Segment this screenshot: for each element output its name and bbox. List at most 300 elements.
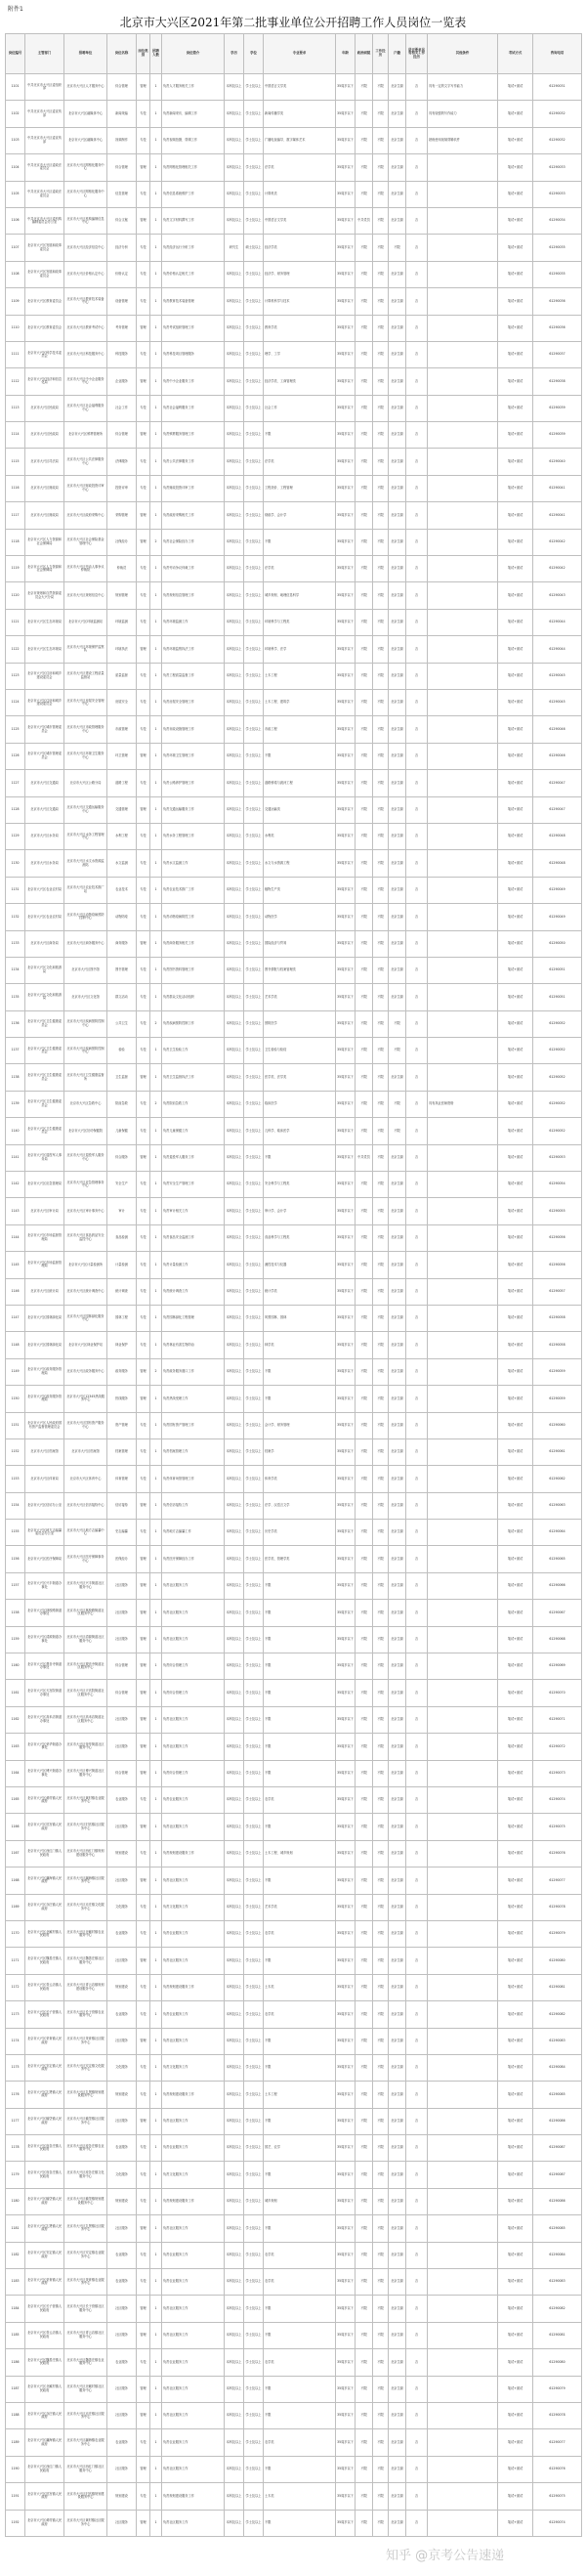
table-cell: 61290039: [533, 422, 582, 449]
table-cell: 北京市大兴区观音寺街道社区服务中心: [64, 1653, 107, 1680]
table-cell: 管理: [137, 1144, 150, 1171]
table-cell: 不限: [373, 1010, 389, 1037]
table-cell: [428, 1064, 498, 1091]
table-cell: 1: [150, 2402, 162, 2428]
table-cell: 1168: [6, 1868, 25, 1894]
table-cell: [428, 475, 498, 501]
table-row: [6, 2510, 582, 2536]
table-cell: 本科及以上: [225, 1814, 244, 1840]
table-cell: 不限: [356, 1198, 373, 1224]
table-cell: 北京市大兴区青云店镇规划建设服务中心: [64, 1974, 107, 2000]
table-cell: 专技: [137, 101, 150, 127]
table-cell: 北京市大兴区文化和旅游局: [25, 984, 64, 1010]
table-cell: 北京市大兴区清源街道社区服务中心: [64, 1626, 107, 1653]
table-cell: 北京生源: [389, 2215, 406, 2242]
table-cell: 负责社区服务工作: [162, 2028, 225, 2054]
table-cell: 北京市大兴区体育局: [25, 1466, 64, 1492]
table-cell: 本科及以上: [225, 2162, 244, 2188]
table-cell: 管理: [137, 1760, 150, 1786]
table-cell: 艺术学类: [264, 1894, 336, 1920]
table-cell: [428, 663, 498, 689]
table-cell: 61290061: [533, 1438, 582, 1465]
table-cell: 1188: [6, 2402, 25, 2428]
table-cell: 不限: [356, 823, 373, 849]
table-cell: 35周岁以下: [336, 1386, 356, 1412]
table-row: [6, 2215, 582, 2242]
table-cell: 61290066: [533, 1572, 582, 1599]
table-cell: 不限: [373, 796, 389, 823]
table-cell: 35周岁以下: [336, 1224, 356, 1251]
table-cell: [428, 1680, 498, 1706]
table-cell: 管理: [137, 2456, 150, 2482]
table-cell: 笔试+面试: [498, 770, 533, 796]
table-row: [6, 1894, 582, 1920]
table-cell: 不限: [373, 1386, 389, 1412]
table-cell: 61290044: [533, 636, 582, 663]
table-cell: 本科及以上: [225, 1038, 244, 1064]
table-cell: 农业服务: [107, 2001, 137, 2028]
table-cell: 61290059: [533, 1386, 582, 1412]
table-cell: 否: [406, 1252, 428, 1278]
table-cell: 1: [150, 2082, 162, 2108]
table-row: [6, 743, 582, 769]
table-cell: 负责商务服务相关工作: [162, 930, 225, 957]
table-row: [6, 368, 582, 395]
table-cell: 工程造价、工程管理: [264, 475, 336, 501]
table-cell: 否: [406, 663, 428, 689]
table-cell: 北京市大兴区林校路街道社区服务中心: [64, 1600, 107, 1626]
table-row: [6, 1680, 582, 1706]
table-cell: 1: [150, 556, 162, 582]
table-cell: 35周岁以下: [336, 689, 356, 715]
table-cell: 专技: [137, 984, 150, 1010]
table-cell: 不限: [389, 1091, 406, 1117]
table-cell: 笔试+面试: [498, 1787, 533, 1814]
table-cell: 学士及以上: [244, 930, 264, 957]
table-cell: 北京市大兴区天宫院街道办事处: [25, 1680, 64, 1706]
table-cell: 学士及以上: [244, 2376, 264, 2402]
table-cell: 不限: [373, 2054, 389, 2081]
table-cell: 热线服务: [107, 1386, 137, 1412]
table-cell: 负责规划建设服务工作: [162, 1840, 225, 1867]
table-cell: 不限: [373, 1706, 389, 1733]
table-cell: 35周岁以下: [336, 2028, 356, 2054]
table-cell: 35周岁以下: [336, 2162, 356, 2188]
table-cell: 负责人才服务相关工作: [162, 74, 225, 101]
table-cell: 不限: [356, 1466, 373, 1492]
table-cell: 35周岁以下: [336, 2054, 356, 2081]
table-cell: 负责文字材料撰写工作: [162, 207, 225, 234]
table-cell: 61290082: [533, 2001, 582, 2028]
table-cell: 北京市大兴区12345热线服务中心: [64, 1386, 107, 1412]
table-cell: 不限: [389, 1038, 406, 1064]
table-cell: 笔试+面试: [498, 181, 533, 207]
table-cell: 本科及以上: [225, 850, 244, 877]
table-cell: 北京生源: [389, 1948, 406, 1974]
table-cell: 市政工程: [264, 716, 336, 743]
table-cell: 专技: [137, 2242, 150, 2268]
table-cell: 不限: [356, 1386, 373, 1412]
table-cell: [428, 1787, 498, 1814]
table-cell: 笔试+面试: [498, 689, 533, 715]
table-cell: 负责综合管理工作: [162, 1760, 225, 1786]
table-cell: 学士及以上: [244, 2296, 264, 2322]
table-cell: 会计学、财务管理: [264, 1412, 336, 1438]
table-cell: 否: [406, 2162, 428, 2188]
table-cell: 北京市大兴区住房和城乡建设委员会: [25, 689, 64, 715]
table-cell: 北京生源: [389, 395, 406, 421]
table-cell: 学士及以上: [244, 1224, 264, 1251]
table-cell: 不限: [373, 850, 389, 877]
table-row: [6, 663, 582, 689]
table-cell: 北京生源: [389, 288, 406, 315]
table-cell: 北京市大兴区旧宫镇人民政府: [25, 2483, 64, 2510]
table-cell: 61290059: [533, 1358, 582, 1385]
table-cell: 35周岁以下: [336, 1520, 356, 1546]
table-cell: 本科及以上: [225, 449, 244, 475]
table-cell: [428, 2108, 498, 2134]
table-cell: 本科及以上: [225, 502, 244, 529]
table-cell: 1104: [6, 154, 25, 181]
table-cell: 本科及以上: [225, 395, 244, 421]
table-cell: 北京市大兴区长子营镇农业服务中心: [64, 2001, 107, 2028]
table-cell: 2: [150, 1010, 162, 1037]
table-cell: 负责社区服务工作: [162, 1868, 225, 1894]
table-cell: 教育学类: [264, 315, 336, 341]
table-cell: 否: [406, 1278, 428, 1305]
table-cell: 否: [406, 2108, 428, 2134]
table-cell: 否: [406, 2269, 428, 2296]
column-header: 政治面貌: [356, 34, 373, 74]
table-cell: 水文监测: [107, 850, 137, 877]
table-cell: 不限: [356, 1814, 373, 1840]
table-cell: 否: [406, 315, 428, 341]
table-cell: 安全科学与工程类: [264, 1172, 336, 1198]
table-cell: 不限: [356, 261, 373, 287]
table-cell: 学士及以上: [244, 1680, 264, 1706]
table-cell: 北京市大兴区北臧村镇人民政府: [25, 2376, 64, 2402]
table-row: [6, 2269, 582, 2296]
table-cell: 不限: [264, 2054, 336, 2081]
table-cell: 北京生源: [389, 2322, 406, 2348]
table-cell: 本科及以上: [225, 1840, 244, 1867]
table-cell: 农学类: [264, 2242, 336, 2268]
table-cell: 学士及以上: [244, 1520, 264, 1546]
table-cell: 不限: [373, 1172, 389, 1198]
table-cell: 北京市大兴区安定镇人民政府: [25, 2242, 64, 2268]
table-cell: 学士及以上: [244, 716, 264, 743]
table-cell: 北京市大兴区高米店街道社区服务中心: [64, 1706, 107, 1733]
table-cell: 北京市大兴区榆垡镇人民政府: [25, 2188, 64, 2214]
table-cell: 1103: [6, 127, 25, 153]
table-cell: 不限: [373, 2456, 389, 2482]
table-cell: 城乡规划、地理信息科学: [264, 582, 336, 609]
table-cell: 北京市大兴区中小企业服务中心: [64, 368, 107, 395]
table-cell: 不限: [373, 1492, 389, 1519]
table-cell: 1: [150, 1144, 162, 1171]
table-cell: 笔试+面试: [498, 1305, 533, 1331]
table-cell: 北京市大兴区荣华街道社区服务中心: [64, 1734, 107, 1760]
table-cell: 水利类: [264, 823, 336, 849]
table-cell: 负责考试组织管理工作: [162, 315, 225, 341]
table-cell: 儿科学、临床医学: [264, 1118, 336, 1144]
table-cell: 否: [406, 101, 428, 127]
table-cell: 35周岁以下: [336, 101, 356, 127]
table-cell: 不限: [373, 288, 389, 315]
table-cell: 北京市大兴区人力资源和社会保障局: [25, 529, 64, 555]
table-cell: 否: [406, 1118, 428, 1144]
table-cell: 学士及以上: [244, 1787, 264, 1814]
table-cell: 61290048: [533, 850, 582, 877]
table-cell: 否: [406, 181, 428, 207]
table-row: [6, 235, 582, 261]
table-cell: 专技: [137, 2269, 150, 2296]
table-cell: 笔试+面试: [498, 2429, 533, 2456]
table-cell: 北京生源: [389, 1224, 406, 1251]
table-cell: 社会工作: [107, 395, 137, 421]
table-cell: 管理: [137, 529, 150, 555]
table-cell: 61290064: [533, 1520, 582, 1546]
table-row: [6, 2349, 582, 2376]
table-cell: 61290052: [533, 1091, 582, 1117]
table-cell: 35周岁以下: [336, 2001, 356, 2028]
table-cell: 本科及以上: [225, 2349, 244, 2376]
table-cell: 北京生源: [389, 475, 406, 501]
table-cell: 学士及以上: [244, 823, 264, 849]
table-cell: 1111: [6, 341, 25, 367]
table-cell: 1106: [6, 207, 25, 234]
table-cell: 1185: [6, 2322, 25, 2348]
table-cell: 不限: [389, 235, 406, 261]
table-cell: 否: [406, 1412, 428, 1438]
table-cell: 61290052: [533, 1064, 582, 1091]
table-cell: 笔试+面试: [498, 2028, 533, 2054]
table-row: [6, 2456, 582, 2482]
table-cell: 北京市大兴区园林绿化服务中心: [64, 1305, 107, 1331]
table-cell: 管理: [137, 796, 150, 823]
table-cell: 61290074: [533, 1787, 582, 1814]
table-cell: 笔试+面试: [498, 1252, 533, 1278]
table-cell: 北京市大兴区环境卫生服务中心: [64, 743, 107, 769]
table-cell: 不限: [373, 207, 389, 234]
table-cell: 北京生源: [389, 1332, 406, 1358]
table-cell: 学士及以上: [244, 1305, 264, 1331]
table-cell: 学士及以上: [244, 2429, 264, 2456]
table-cell: 学士及以上: [244, 449, 264, 475]
table-cell: 否: [406, 1626, 428, 1653]
table-cell: 学士及以上: [244, 2456, 264, 2482]
table-cell: 专技: [137, 449, 150, 475]
table-cell: 负责中小企业服务工作: [162, 368, 225, 395]
table-cell: 负责农业服务工作: [162, 2429, 225, 2456]
table-cell: 否: [406, 154, 428, 181]
table-cell: 专技: [137, 556, 150, 582]
table-cell: 61290040: [533, 449, 582, 475]
table-cell: 北京市大兴区农业农村局: [25, 904, 64, 930]
table-cell: 北京市大兴区荣华街道办事处: [25, 1734, 64, 1760]
table-cell: 本科及以上: [225, 2242, 244, 2268]
table-cell: 负责社区服务工作: [162, 1626, 225, 1653]
table-cell: 社区服务: [107, 1948, 137, 1974]
table-cell: 不限: [356, 2429, 373, 2456]
table-cell: 学士及以上: [244, 475, 264, 501]
table-cell: 不限: [373, 2429, 389, 2456]
table-cell: 管理: [137, 2028, 150, 2054]
table-cell: 林业保护: [107, 1332, 137, 1358]
table-cell: 北京市规划和自然资源委员会大兴分局: [25, 582, 64, 609]
table-cell: 35周岁以下: [336, 2296, 356, 2322]
table-cell: 学士及以上: [244, 984, 264, 1010]
table-cell: 负责公路养护管理工作: [162, 770, 225, 796]
table-cell: 不限: [373, 74, 389, 101]
table-cell: 不限: [356, 2483, 373, 2510]
table-cell: 1: [150, 957, 162, 983]
table-cell: 社区服务: [107, 2376, 137, 2402]
table-cell: 北京生源: [389, 74, 406, 101]
table-cell: 1: [150, 2510, 162, 2536]
table-cell: 1155: [6, 1520, 25, 1546]
column-header: 学历: [225, 34, 244, 74]
table-cell: [428, 877, 498, 903]
table-cell: 中国语言文学类: [264, 207, 336, 234]
table-cell: 北京生源: [389, 663, 406, 689]
table-cell: 北京生源: [389, 2162, 406, 2188]
table-row: [6, 1252, 582, 1278]
table-cell: 规划建设: [107, 2483, 137, 2510]
table-cell: 61290086: [533, 2108, 582, 2134]
table-cell: 35周岁以下: [336, 1572, 356, 1599]
table-row: [6, 1466, 582, 1492]
table-row: [6, 101, 582, 127]
table-cell: 否: [406, 1868, 428, 1894]
table-cell: 笔试+面试: [498, 1920, 533, 1947]
table-cell: 1174: [6, 2028, 25, 2054]
table-cell: 北京市大兴区疾病预防控制中心: [64, 1038, 107, 1064]
table-cell: 北京市大兴区体育中心: [64, 1466, 107, 1492]
table-cell: 学士及以上: [244, 1038, 264, 1064]
table-cell: 不限: [264, 422, 336, 449]
table-cell: 1186: [6, 2349, 25, 2376]
table-cell: 负责工程质量监督工作: [162, 663, 225, 689]
table-cell: 不限: [264, 1814, 336, 1840]
table-cell: 北京生源: [389, 1386, 406, 1412]
table-cell: 61290032: [533, 101, 582, 127]
table-cell: 北京生源: [389, 2296, 406, 2322]
table-cell: 专技: [137, 235, 150, 261]
table-cell: [428, 957, 498, 983]
table-cell: 1: [150, 1600, 162, 1626]
table-cell: 体育管理: [107, 1466, 137, 1492]
table-cell: 否: [406, 877, 428, 903]
table-cell: 专技: [137, 1920, 150, 1947]
table-cell: 否: [406, 823, 428, 849]
table-cell: 不限: [373, 1546, 389, 1572]
table-cell: 熟练使用视频剪辑软件: [428, 127, 498, 153]
table-cell: 北京市大兴区市场监督管理局: [25, 1252, 64, 1278]
table-cell: 管理: [137, 1546, 150, 1572]
table-cell: 否: [406, 395, 428, 421]
table-cell: 设备管理: [107, 288, 137, 315]
table-cell: 专技: [137, 1332, 150, 1358]
table-cell: [428, 2162, 498, 2188]
table-cell: [428, 2269, 498, 2296]
table-cell: 1: [150, 609, 162, 635]
table-cell: 本科及以上: [225, 1172, 244, 1198]
table-cell: [428, 2296, 498, 2322]
table-cell: 学士及以上: [244, 796, 264, 823]
table-cell: 61290045: [533, 689, 582, 715]
table-cell: 不限: [356, 2082, 373, 2108]
table-cell: 1: [150, 1814, 162, 1840]
table-cell: 35周岁以下: [336, 2242, 356, 2268]
table-cell: 1: [150, 1948, 162, 1974]
table-cell: 农学类: [264, 2269, 336, 2296]
table-cell: 学士及以上: [244, 636, 264, 663]
table-cell: 不限: [356, 2188, 373, 2214]
table-cell: 1156: [6, 1546, 25, 1572]
table-cell: 专技: [137, 2349, 150, 2376]
table-cell: 计量检测: [107, 1252, 137, 1278]
table-cell: 北京生源: [389, 2429, 406, 2456]
table-cell: [428, 315, 498, 341]
table-cell: 61290069: [533, 1653, 582, 1680]
table-cell: 本科及以上: [225, 770, 244, 796]
table-cell: 1: [150, 127, 162, 153]
table-cell: 35周岁以下: [336, 2429, 356, 2456]
table-cell: 61290083: [533, 2028, 582, 2054]
table-cell: 否: [406, 2054, 428, 2081]
table-cell: 环境科学与工程类: [264, 609, 336, 635]
table-cell: 35周岁以下: [336, 315, 356, 341]
table-row: [6, 2322, 582, 2348]
table-cell: 35周岁以下: [336, 582, 356, 609]
table-cell: 负责社区服务工作: [162, 2456, 225, 2482]
table-cell: 综合管理: [107, 74, 137, 101]
table-cell: 不限: [373, 1520, 389, 1546]
table-header-row: [6, 34, 582, 74]
table-cell: 61290078: [533, 1894, 582, 1920]
table-cell: 学士及以上: [244, 2028, 264, 2054]
table-cell: 北京市大兴区审计事务中心: [64, 1198, 107, 1224]
table-cell: 1159: [6, 1626, 25, 1653]
table-cell: 北京市大兴区魏善庄镇人民政府: [25, 1948, 64, 1974]
table-cell: 学士及以上: [244, 663, 264, 689]
table-cell: 负责新闻采访、编辑工作: [162, 101, 225, 127]
table-cell: 1: [150, 1278, 162, 1305]
table-cell: 北京生源: [389, 877, 406, 903]
table-cell: 不限: [356, 2108, 373, 2134]
table-cell: 本科及以上: [225, 74, 244, 101]
table-row: [6, 2001, 582, 2028]
table-cell: 不限: [373, 1038, 389, 1064]
table-cell: 北京市大兴区审计局: [25, 1198, 64, 1224]
table-cell: 学士及以上: [244, 743, 264, 769]
table-cell: 北京市大兴区教育委员会: [25, 315, 64, 341]
table-cell: 1: [150, 930, 162, 957]
table-row: [6, 2028, 582, 2054]
table-cell: 北京生源: [389, 2188, 406, 2214]
table-cell: 不限: [356, 850, 373, 877]
table-cell: 笔试+面试: [498, 1172, 533, 1198]
table-cell: [428, 1868, 498, 1894]
table-cell: 不限: [356, 1706, 373, 1733]
table-cell: 1172: [6, 1974, 25, 2000]
table-cell: 1105: [6, 181, 25, 207]
table-row: [6, 2162, 582, 2188]
table-cell: 北京市大兴区环境保护监察队: [64, 636, 107, 663]
table-cell: 负责卫生监督执法工作: [162, 1064, 225, 1091]
table-cell: 管理: [137, 2296, 150, 2322]
